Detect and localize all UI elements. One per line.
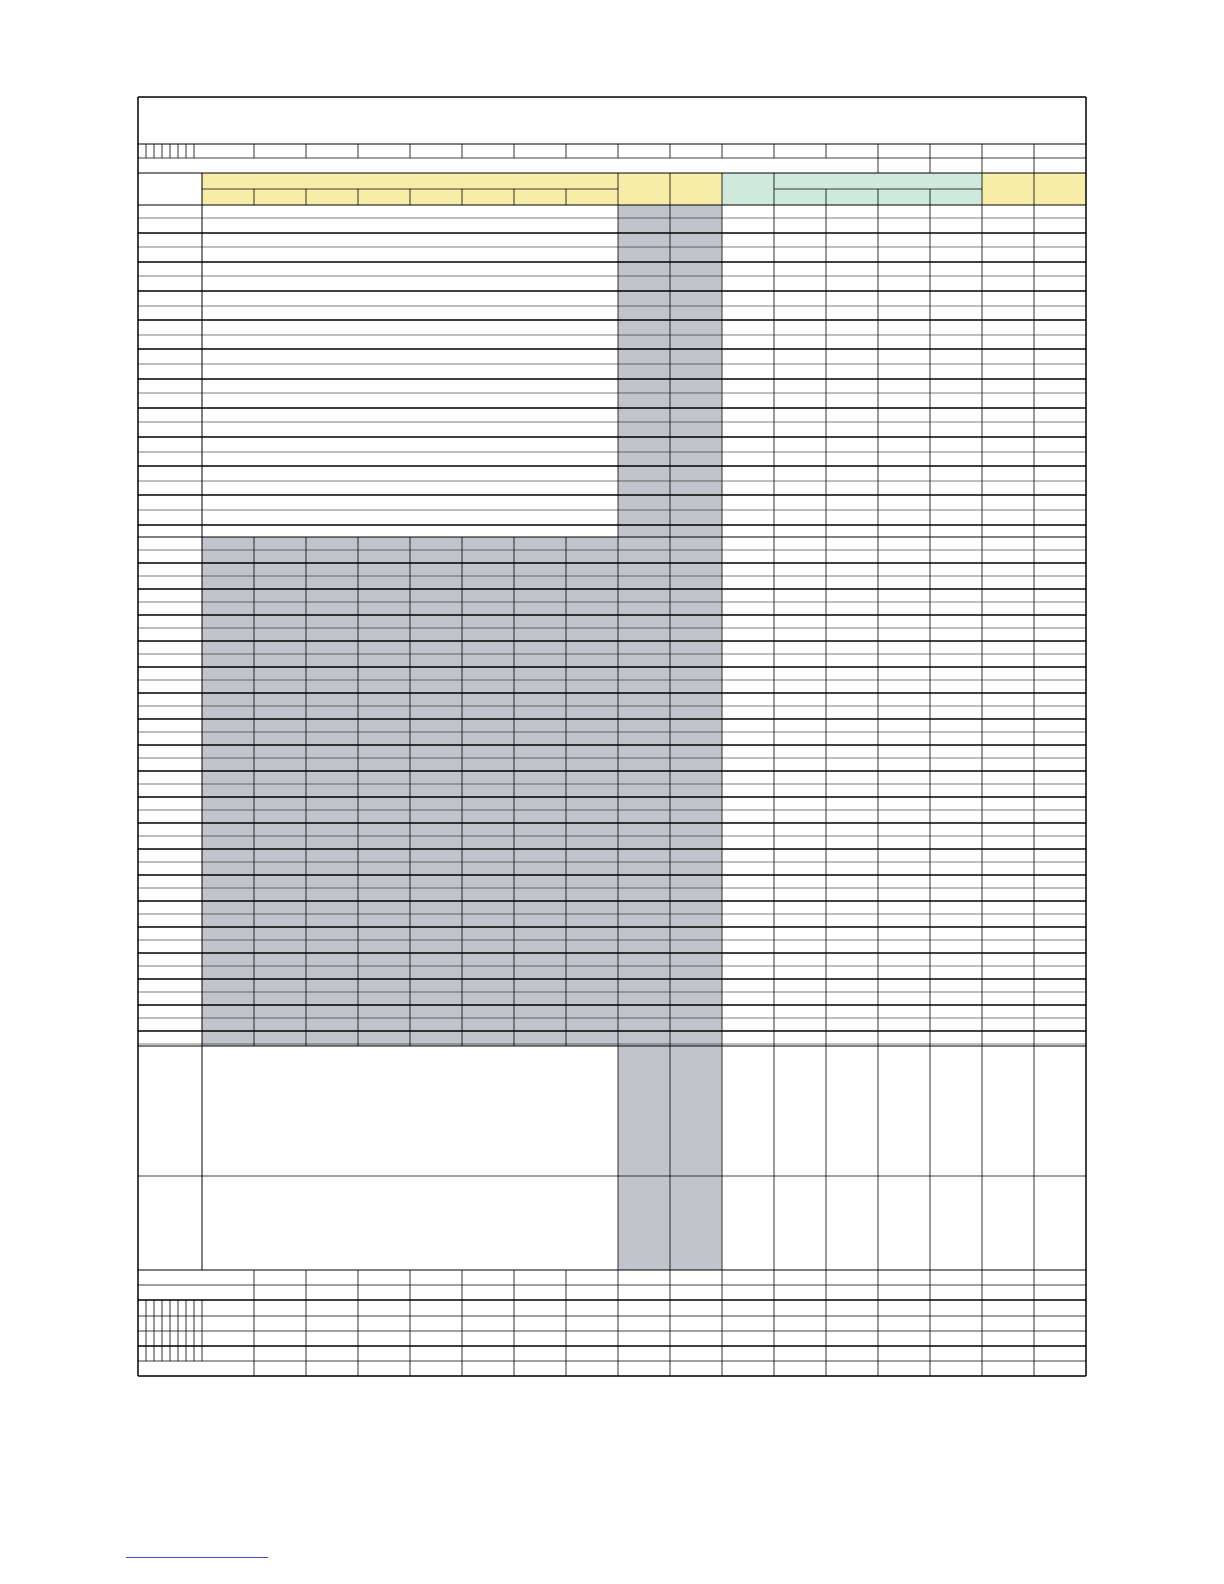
header-yellow-subcell bbox=[566, 189, 618, 205]
header-yellow-subcell bbox=[306, 189, 358, 205]
header-yellow-subcell bbox=[254, 189, 306, 205]
cell-fills bbox=[202, 173, 1086, 1270]
header-yellow-subcell bbox=[358, 189, 410, 205]
header-yellow-subcell bbox=[514, 189, 566, 205]
header-yellow-subcell bbox=[462, 189, 514, 205]
footer-link-underline[interactable] bbox=[126, 1557, 268, 1558]
header-yellow-subcell bbox=[202, 189, 254, 205]
header-green-cell bbox=[722, 173, 774, 205]
header-yellow-band bbox=[202, 173, 618, 189]
header-yellow-subcell bbox=[410, 189, 462, 205]
